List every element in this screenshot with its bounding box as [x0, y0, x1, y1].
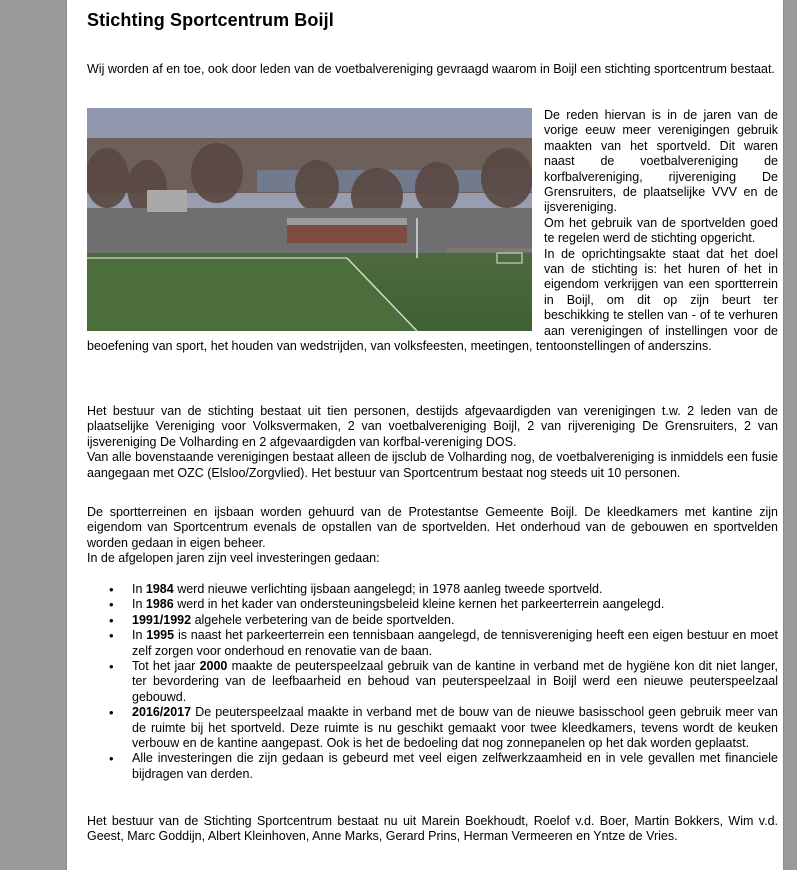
board-paragraph-1: Het bestuur van de stichting bestaat uit tien personen, destijds afgevaardigden van verenigingen t.w. 2 leden van de plaatselijke Vereniging voor Volksvermaken, 2 van voetbalvereniging Boijl, 2 van rijvereniging De Grensruiters, 2 van ijsvereniging De Volharding en 2 afgevaardigden van korfbal-vereniging DOS.	[87, 404, 778, 449]
investment-item: • In 1986 werd in het kader van ondersteuningsbeleid kleine kernen het parkeerterrein aangelegd.	[132, 597, 778, 612]
rent-paragraph-1: De sportterreinen en ijsbaan worden gehuurd van de Protestantse Gemeente Boijl. De kleedkamers met kantine zijn eigendom van Sportcentrum evenals de opstallen van de sportvelden. Het onderhoud van de gebouwen en sportvelden worden gedaan in eigen beheer.	[87, 505, 778, 550]
history-paragraph-1: De reden hiervan is in de jaren van de vorige eeuw meer verenigingen gebruik maakten van het sportveld. Dit waren naast de voetbalvereniging de korfbalvereniging, rijvereniging De Grensruiters, de plaatselijke VVV en de ijsvereniging.	[544, 108, 778, 215]
sportsfield-aerial-photo	[87, 108, 532, 331]
board-section	[87, 404, 778, 481]
rent-section	[87, 505, 778, 567]
photo-text-block	[87, 108, 778, 355]
page-title: Stichting Sportcentrum Boijl	[87, 10, 334, 30]
rent-paragraph-2: In de afgelopen jaren zijn veel investeringen gedaan:	[87, 551, 380, 566]
document-page	[67, 0, 783, 870]
investment-item: • 1991/1992 algehele verbetering van de beide sportvelden.	[132, 613, 778, 628]
intro-paragraph: Wij worden af en toe, ook door leden van de voetbalvereniging gevraagd waarom in Boijl een stichting sportcentrum bestaat.	[87, 62, 775, 76]
investment-item: • Tot het jaar 2000 maakte de peuterspeelzaal gebruik van de kantine in verband met de hygiëne kon dit niet langer, ter bevordering van de leefbaarheid en behoud van peuterspeelzaal in Boijl werd een nieuwe peuterspeelzaal gebouwd.	[132, 659, 778, 705]
history-paragraph-2: Om het gebruik van de sportvelden goed te regelen werd de stichting opgericht.	[544, 215, 778, 246]
history-paragraph-3: In de oprichtingsakte staat dat het doel van de stichting is: het huren of het in eigendom verkrijgen van een sportterrein in Boijl, om dit op zijn beurt ter beschikking te stellen van - of te verhuren aan verenigingen of instellingen voor de beoefening van sport, het houden van wedstrijden, van volksfeesten, meetingen, tentoonstellingen of anderszins.	[87, 246, 778, 354]
board-paragraph-2: Van alle bovenstaande verenigingen bestaat alleen de ijsclub de Volharding nog, de voetbalvereniging is inmiddels een fusie aangegaan met OZC (Elsloo/Zorgvlied). Het bestuur van Sportcentrum bestaat nog steeds uit 10 personen.	[87, 450, 778, 480]
investment-item: • In 1995 is naast het parkeerterrein een tennisbaan aangelegd, de tennisvereniging heeft een eigen bestuur en moet zelf zorgen voor onderhoud en renovatie van de baan.	[132, 628, 778, 659]
investment-item: • In 1984 werd nieuwe verlichting ijsbaan aangelegd; in 1978 aanleg tweede sportveld.	[132, 582, 778, 597]
investment-list	[87, 582, 778, 782]
investment-item: • Alle investeringen die zijn gedaan is gebeurd met veel eigen zelfwerkzaamheid en in vele gevallen met financiele bijdragen van derden.	[132, 751, 778, 782]
investment-item: • 2016/2017 De peuterspeelzaal maakte in verband met de bouw van de nieuwe basisschool geen gebruik meer van de ruimte bij het sportveld. Deze ruimte is nu geschikt gemaakt voor twee kleedkamers, tevens wordt de keuken verbouw en de kantine aangepast. Ook is het de bedoeling dat nog zonnepanelen op het dak worden geplaatst.	[132, 705, 778, 751]
closing-paragraph: Het bestuur van de Stichting Sportcentrum bestaat nu uit Marein Boekhoudt, Roelof v.d. Boer, Martin Bokkers, Wim v.d. Geest, Marc Goddijn, Albert Kleinhoven, Anne Marks, Gerard Prins, Herman Vermeeren en Yntze de Vries.	[87, 814, 778, 844]
